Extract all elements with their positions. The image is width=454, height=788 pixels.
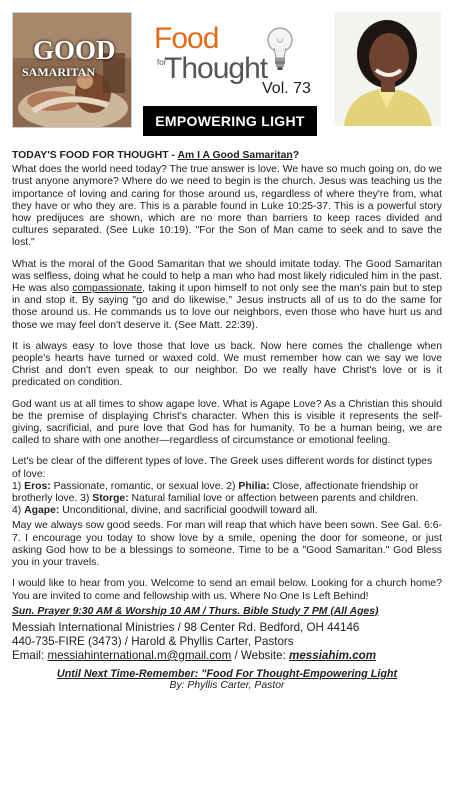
heading-title: Am I A Good Samaritan xyxy=(177,150,293,161)
service-schedule: Sun. Prayer 9:30 AM & Worship 10 AM / Thurs. Bible Study 7 PM (All Ages) xyxy=(12,605,379,617)
article-heading xyxy=(12,150,442,162)
love-storge-term: Storge: xyxy=(92,493,129,505)
pastor-photo xyxy=(334,12,441,126)
good-samaritan-cover-image xyxy=(12,12,132,128)
heading-suffix: ? xyxy=(292,150,300,161)
email-label: Email: xyxy=(12,648,48,662)
love-philia-text: Close, affectionate friendship or brotherly love. 3) xyxy=(12,480,419,505)
paragraph-2 xyxy=(12,259,442,332)
paragraph-7: I would like to hear from you. Welcome to send an email below. Looking for a church home? You are invited to come and fellowship with us. Where No One Is Left Behind! xyxy=(12,578,442,602)
logo-thought: Thought xyxy=(164,52,268,85)
love-agape-text: Unconditional, divine, and sacrificial goodwill toward all. xyxy=(59,505,318,517)
email-website-line xyxy=(12,649,442,663)
heading-prefix: TODAY'S FOOD FOR THOUGHT - xyxy=(12,150,178,161)
lightbulb-icon xyxy=(266,26,294,72)
phone-pastors: 440-735-FIRE (3473) / Harold & Phyllis Carter, Pastors xyxy=(12,634,294,648)
love-eros-text: Passionate, romantic, or sexual love. 2) xyxy=(50,480,239,492)
love-philia-term: Philia: xyxy=(238,480,270,492)
paragraph-5 xyxy=(12,456,442,517)
logo-for: for xyxy=(157,58,167,67)
byline: By: Phyllis Carter, Pastor xyxy=(169,680,285,692)
paragraph-1: What does the world need today? The true answer is love. We have so much going on, do we trust anyone anymore? Where do we need to begin is the church. Jesus was teaching us the importance of loving and caring for those around us, regardless of where they're from, what they have or who they are. This is a parable found in Luke 10:25-37. This is a powerful story how predijuces are shown, which are no more than barriers to keep races divided and cultures separated. (See Luke 10:19). "For the Son of Man came to seek and to save the lost." xyxy=(12,164,442,249)
paragraph-2-part-a: What is the moral of the Good Samaritan that we should imitate today. The Good Samaritan was selfless, doing what he could to help a man who had most likely ridiculed him in the past. He was also xyxy=(12,258,442,295)
email-link[interactable]: messiahinternational.m@gmail.com xyxy=(47,648,232,662)
paragraph-2-part-b: , taking it upon himself to not only see the man's pain but to step in and stop it. By saying "go and do likewise," Jesus instructs all of us to do the same for those around us. He commands us to love our neighbors, even those who have hurt us and those we may feel don't deserve it. (See Matt. 22:39). xyxy=(12,283,442,331)
paragraph-4: God want us at all times to show agape love. What is Agape Love? As a Christian this should be the premise of displaying Christ's character. When this is visible it represents the self-giving, sacrificial, and pure love that God has for humanity. To be a human being, we are called to share with one another—regardless of circumstance or emotional feeling. xyxy=(12,398,442,447)
pastor-portrait xyxy=(334,12,441,126)
empowering-light-banner: EMPOWERING LIGHT xyxy=(143,106,317,136)
paragraph-6: May we always sow good seeds. For man will reap that which have been sown. See Gal. 6:6-7. I encourage you today to show love by a smile, opening the door for someone, or just asking God how to be a blessings to someone. Time to be a "Good Samaritan." God Bless you in your travels. xyxy=(12,520,442,569)
until-next-time: Until Next Time-Remember: "Food For Thought-Empowering Light xyxy=(56,667,398,680)
logo-food: Food xyxy=(154,22,219,55)
compassionate-word: compassionate xyxy=(72,283,143,295)
article-body xyxy=(12,150,442,692)
love-eros-term: Eros: xyxy=(24,480,51,492)
love-storge-text: Natural familial love or affection between parents and children. xyxy=(128,493,419,505)
volume-number: Vol. 73 xyxy=(262,80,311,97)
cover-title-good: GOOD xyxy=(33,35,116,65)
love-1-num: 1) xyxy=(12,480,25,492)
website-label: / Website: xyxy=(231,648,290,662)
love-agape-term: Agape: xyxy=(24,505,60,517)
love-4-num: 4) xyxy=(12,505,25,517)
paragraph-3: It is always easy to love those that love us back. Now here comes the challenge when people's hearts have turned or waxed cold. We must remember how can we say we love Christ and don't even speak to our neighbor. Do we really have Christ's love or is it predicated on condition. xyxy=(12,340,442,389)
paragraph-5-intro: Let's be clear of the different types of love. The Greek uses different words for distinct types of love: xyxy=(12,456,433,480)
cover-title-samaritan: SAMARITAN xyxy=(22,65,96,79)
contact-block xyxy=(12,621,442,663)
ministry-address: Messiah International Ministries / 98 Center Rd. Bedford, OH 44146 xyxy=(12,620,360,634)
website-link[interactable]: messiahim.com xyxy=(289,648,377,662)
